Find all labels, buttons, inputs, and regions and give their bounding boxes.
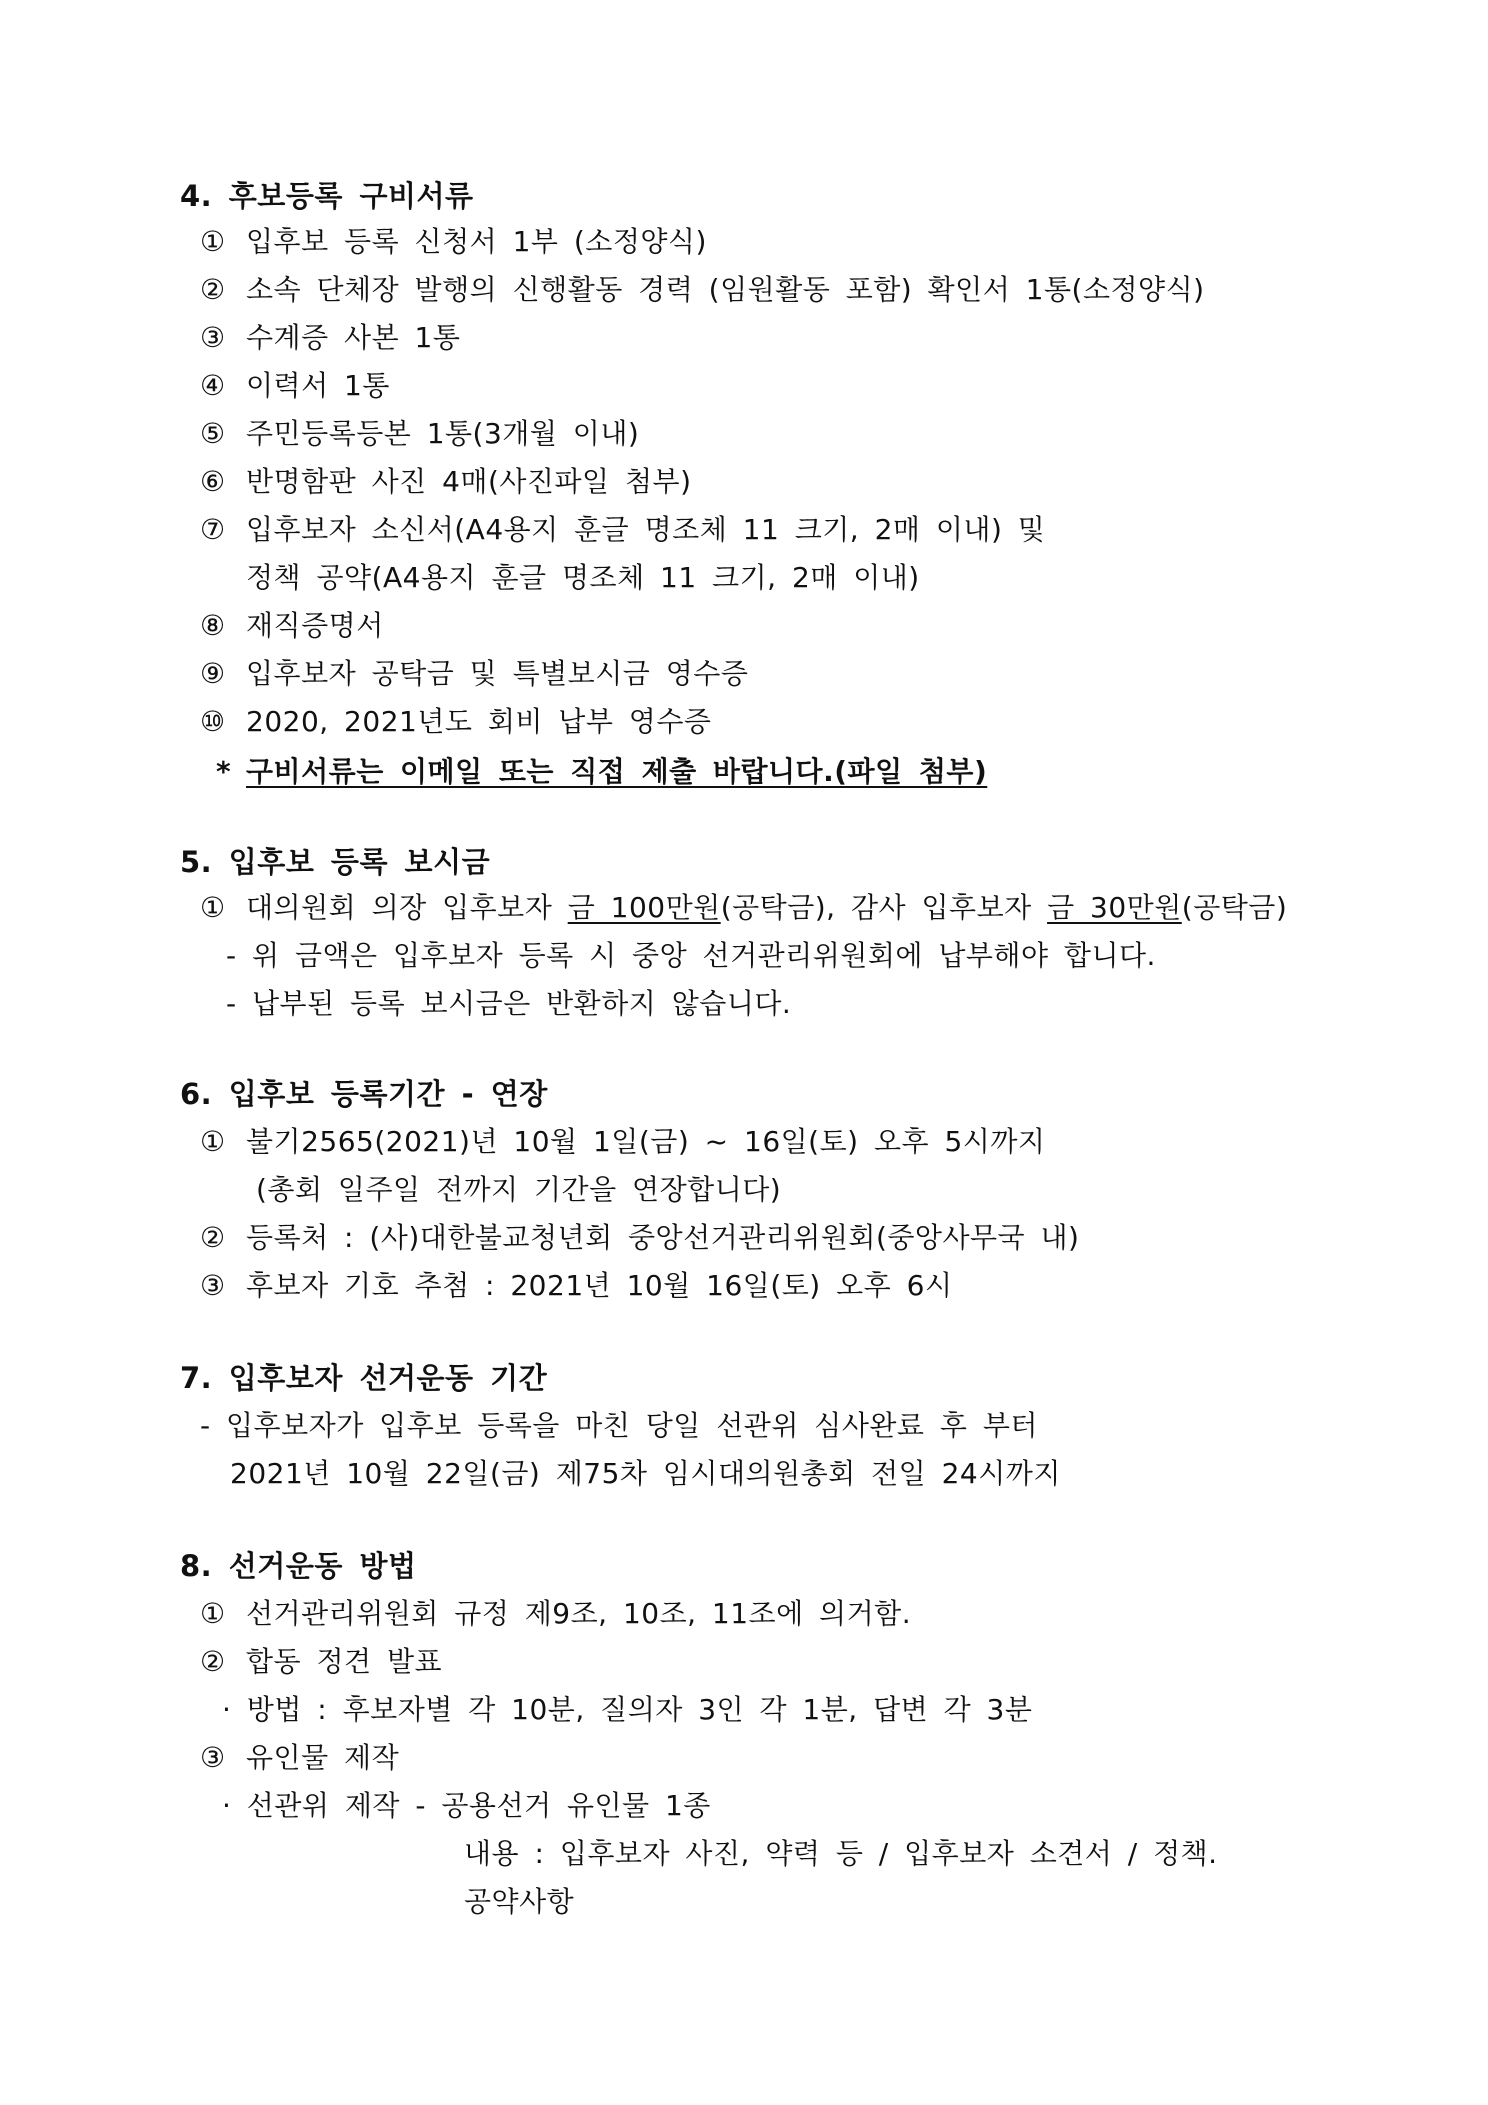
- list-item: [200, 1738, 399, 1778]
- item-marker: ⑦: [200, 513, 226, 546]
- item-text: (공탁금), 감사 입후보자: [720, 891, 1048, 924]
- item-marker: ④: [200, 369, 226, 402]
- list-item: [200, 1642, 442, 1682]
- section-5-title: 5. 입후보 등록 보시금: [180, 845, 491, 879]
- item-text: (총회 일주일 전까지 기간을 연장합니다): [256, 1173, 782, 1206]
- sub-item: · 방법 : 후보자별 각 10분, 질의자 3인 각 1분, 답변 각 3분: [222, 1693, 1033, 1726]
- item-marker: ⑧: [200, 609, 226, 642]
- item-text: 유인물 제작: [246, 1741, 400, 1774]
- item-marker: ⑩: [200, 705, 226, 738]
- item-marker: ⑥: [200, 465, 226, 498]
- item-text: 재직증명서: [246, 609, 384, 642]
- item-text: 입후보자 소신서(A4용지 훈글 명조체 11 크기, 2매 이내) 및: [246, 513, 1046, 546]
- content-line: 내용 : 입후보자 사진, 약력 등 / 입후보자 소견서 / 정책.: [464, 1837, 1218, 1870]
- item-text: 등록처 : (사)대한불교청년회 중앙선거관리위원회(중앙사무국 내): [246, 1221, 1080, 1254]
- item-text: (공탁금): [1181, 891, 1288, 924]
- item-text: 후보자 기호 추첨 : 2021년 10월 16일(토) 오후 6시: [246, 1269, 953, 1302]
- note-star: *: [216, 755, 232, 788]
- item-marker: ①: [200, 225, 226, 258]
- item-marker: ①: [200, 891, 226, 924]
- submission-note: [216, 752, 987, 792]
- item-marker: ③: [200, 1741, 226, 1774]
- dash-item: - 입후보자가 입후보 등록을 마친 당일 선관위 심사완료 후 부터: [200, 1409, 1038, 1442]
- section-8-title: 8. 선거운동 방법: [180, 1549, 417, 1583]
- section-7-title: 7. 입후보자 선거운동 기간: [180, 1361, 548, 1395]
- item-text: 정책 공약(A4용지 훈글 명조체 11 크기, 2매 이내): [246, 561, 920, 594]
- dash-item-continuation: 2021년 10월 22일(금) 제75차 임시대의원총회 전일 24시까지: [230, 1457, 1061, 1490]
- content-line: 공약사항: [464, 1885, 575, 1918]
- list-item: [200, 1594, 911, 1634]
- item-text: 이력서 1통: [246, 369, 390, 402]
- section-6-title: 6. 입후보 등록기간 - 연장: [180, 1077, 548, 1111]
- item-text: 주민등록등본 1통(3개월 이내): [246, 417, 640, 450]
- item-marker: ①: [200, 1125, 226, 1158]
- list-item: [200, 318, 460, 358]
- list-item: [200, 414, 639, 454]
- item-text: 수계증 사본 1통: [246, 321, 461, 354]
- list-item: [200, 1218, 1079, 1258]
- item-text: 불기2565(2021)년 10월 1일(금) ~ 16일(토) 오후 5시까지: [246, 1125, 1046, 1158]
- item-marker: ②: [200, 1221, 226, 1254]
- list-item: [200, 510, 1045, 550]
- item-marker: ②: [200, 1645, 226, 1678]
- item-text: 2020, 2021년도 회비 납부 영수증: [246, 705, 712, 738]
- section-4-title: 4. 후보등록 구비서류: [180, 179, 474, 213]
- list-item: [200, 702, 711, 742]
- item-marker: ①: [200, 1597, 226, 1630]
- list-item: [200, 366, 390, 406]
- list-item: [200, 462, 692, 502]
- list-item: [200, 270, 1205, 310]
- note-text: 구비서류는 이메일 또는 직접 제출 바랍니다.(파일 첨부): [246, 755, 988, 788]
- dash-item: - 위 금액은 입후보자 등록 시 중앙 선거관리위원회에 납부해야 합니다.: [226, 939, 1156, 972]
- item-marker: ⑨: [200, 657, 226, 690]
- item-text: 반명함판 사진 4매(사진파일 첨부): [246, 465, 692, 498]
- item-text: 선거관리위원회 규정 제9조, 10조, 11조에 의거함.: [246, 1597, 912, 1630]
- item-text: 입후보 등록 신청서 1부 (소정양식): [246, 225, 707, 258]
- item-text: 대의원회 의장 입후보자: [246, 891, 568, 924]
- sub-item: · 선관위 제작 - 공용선거 유인물 1종: [222, 1789, 711, 1822]
- item-text: 합동 정견 발표: [246, 1645, 443, 1678]
- item-marker: ③: [200, 321, 226, 354]
- amount-auditor: 금 30만원: [1047, 891, 1182, 924]
- item-marker: ②: [200, 273, 226, 306]
- list-item: [200, 222, 707, 262]
- list-item-continuation: [200, 558, 920, 598]
- list-item: [200, 888, 1287, 928]
- item-text: 입후보자 공탁금 및 특별보시금 영수증: [246, 657, 749, 690]
- list-item: [200, 1122, 1045, 1162]
- dash-item: - 납부된 등록 보시금은 반환하지 않습니다.: [226, 987, 792, 1020]
- list-item: [200, 606, 384, 646]
- item-marker: ③: [200, 1269, 226, 1302]
- item-text: 소속 단체장 발행의 신행활동 경력 (임원활동 포함) 확인서 1통(소정양식): [246, 273, 1205, 306]
- item-marker: ⑤: [200, 417, 226, 450]
- list-item: [200, 654, 748, 694]
- list-item-continuation: [210, 1170, 781, 1210]
- amount-chair: 금 100만원: [567, 891, 721, 924]
- list-item: [200, 1266, 953, 1306]
